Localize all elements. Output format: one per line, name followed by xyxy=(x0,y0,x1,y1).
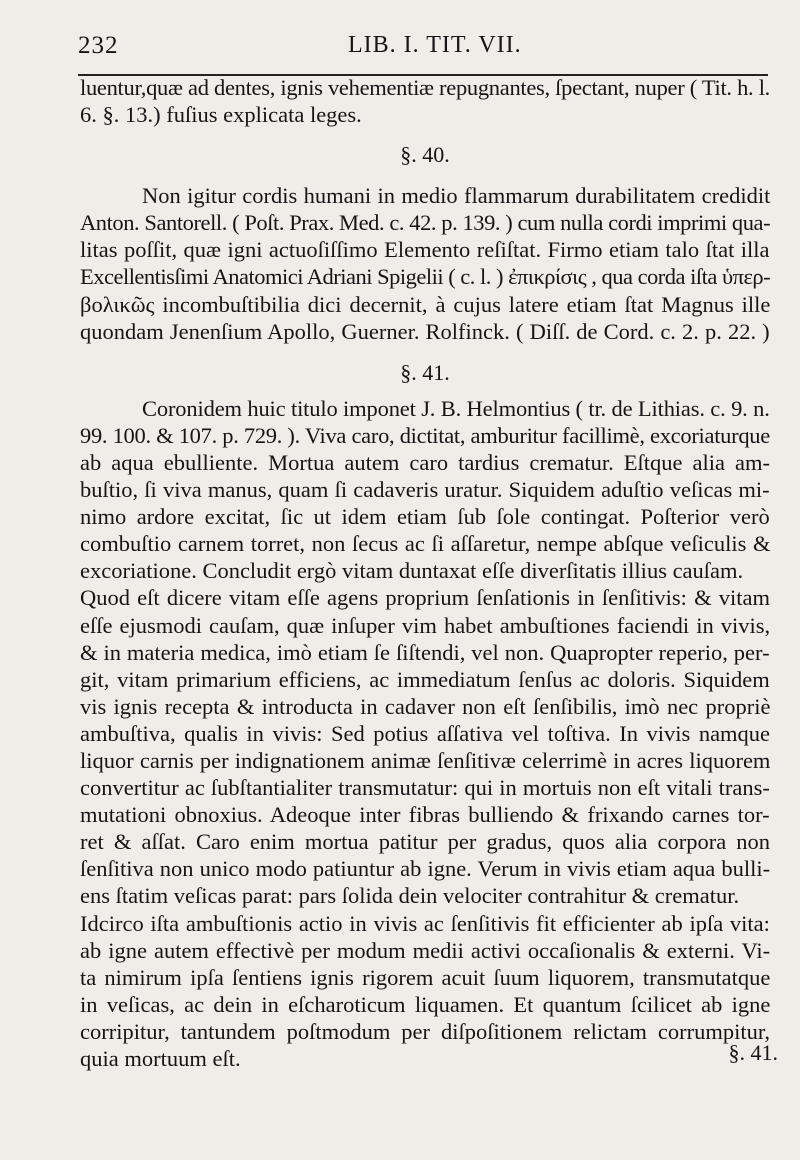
text-line: quia mortuum eſt. xyxy=(80,1046,241,1071)
text-line: nimo ardore excitat, ſic ut idem etiam ſub ſole contingat. Poſterior verò xyxy=(80,504,770,530)
text-line: Quod eſt dicere vitam eſſe agens proprium ſenſationis in ſenſitivis: & vitam xyxy=(80,585,770,611)
text-line: in veſicas, ac dein in eſcharoticum liquamen. Et quantum ſcilicet ab igne xyxy=(80,991,771,1017)
text-line: ſenſitiva non unico modo patiuntur ab igne. Verum in vivis etiam aqua bulli- xyxy=(80,856,771,882)
section-heading-41: §. 41. xyxy=(400,359,450,385)
text-line: ab aqua ebulliente. Mortua autem caro tardius crematur. Eſtque alia am- xyxy=(80,449,770,475)
running-head: LIB. I. TIT. VII. xyxy=(348,32,522,58)
page-header xyxy=(78,32,768,72)
text-line: Excellentisſimi Anatomici Adriani Spigelii ( c. l. ) ἐπικρίσις , qua corda iſta ὑπερ- xyxy=(80,264,771,290)
text-line: & in materia medica, imò etiam ſe ſiſtendi, vel non. Quapropter reperio, per- xyxy=(80,639,770,665)
text-line: buſtio, ſi viva manus, quam ſi cadaveris uratur. Siquidem aduſtio veſicas mi- xyxy=(80,477,770,503)
text-line: Idcirco iſta ambuſtionis actio in vivis ac ſenſitivis fit efficienter ab ipſa vita: xyxy=(80,910,770,936)
text-line: liquor carnis per indignationem animæ ſenſitivæ celerrimè in acres liquorem xyxy=(80,747,771,773)
catchword: §. 41. xyxy=(728,1040,778,1065)
text-line: 6. §. 13.) fuſius explicata leges. xyxy=(80,102,362,128)
section-heading-40: §. 40. xyxy=(400,142,450,168)
text-line: quondam Jenenſium Apollo, Guerner. Rolfinck. ( Diſſ. de Cord. c. 2. p. 22. ) xyxy=(80,318,770,344)
page-text xyxy=(80,74,770,1072)
text-line: 99. 100. & 107. p. 729. ). Viva caro, dictitat, amburitur facillimè, excoriaturque xyxy=(80,422,770,448)
text-line: ab igne autem effectivè per modum medii activi occaſionalis & externi. Vi- xyxy=(80,937,771,963)
text-line: luentur,quæ ad dentes, ignis vehementiæ repugnantes, ſpectant, nuper ( Tit. h. l. xyxy=(80,75,770,100)
text-line: excoriatione. Concludit ergò vitam duntaxat eſſe diverſitatis illius cauſam. xyxy=(80,558,744,584)
text-line: Anton. Santorell. ( Poſt. Prax. Med. c. 42. p. 139. ) cum nulla cordi imprimi qua- xyxy=(80,210,771,236)
text-line: mutationi obnoxius. Adeoque inter fibras bulliendo & frixando carnes tor- xyxy=(80,802,770,828)
text-line: Non igitur cordis humani in medio flammarum durabilitatem credidit xyxy=(142,183,771,209)
text-line: combuſtio carnem torret, non ſecus ac ſi aſſaretur, nempe abſque veſiculis & xyxy=(80,531,771,557)
text-line: git, vitam primarium efficiens, ac immediatum ſenſus ac doloris. Siquidem xyxy=(80,666,770,692)
text-line: ta nimirum ipſa ſentiens ignis rigorem acuit ſuum liquorem, transmutatque xyxy=(80,964,771,990)
text-line: Coronidem huic titulo imponet J. B. Helmontius ( tr. de Lithias. c. 9. n. xyxy=(142,395,770,421)
text-line: βολικῶς incombuſtibilia dici decernit, à cujus latere etiam ſtat Magnus ille xyxy=(80,291,771,317)
text-line: litas poſſit, quæ igni actuoſiſſimo Elemento reſiſtat. Firmo etiam talo ſtat illa xyxy=(80,237,770,263)
page-number: 232 xyxy=(78,32,119,59)
text-line: eſſe ejusmodi cauſam, quæ inſuper vim habet ambuſtiones faciendi in vivis, xyxy=(80,612,771,638)
text-line: ret & aſſat. Caro enim mortua patitur per gradus, quos alia corpora non xyxy=(80,829,771,855)
text-line: corripitur, tantundem poſtmodum per diſpoſitionem relictam corrumpitur, xyxy=(80,1018,771,1044)
text-line: ambuſtiva, qualis in vivis: Sed potius aſſativa vel toſtiva. In vivis namque xyxy=(80,720,771,746)
text-line: ens ſtatim veſicas parat: pars ſolida dein velociter contrahitur & crematur. xyxy=(80,883,740,909)
text-line: vis ignis recepta & introducta in cadaver non eſt ſenſibilis, imò nec propriè xyxy=(80,693,771,719)
text-line: convertitur ac ſubſtantialiter transmutatur: qui in mortuis non eſt vitali trans- xyxy=(80,775,770,801)
